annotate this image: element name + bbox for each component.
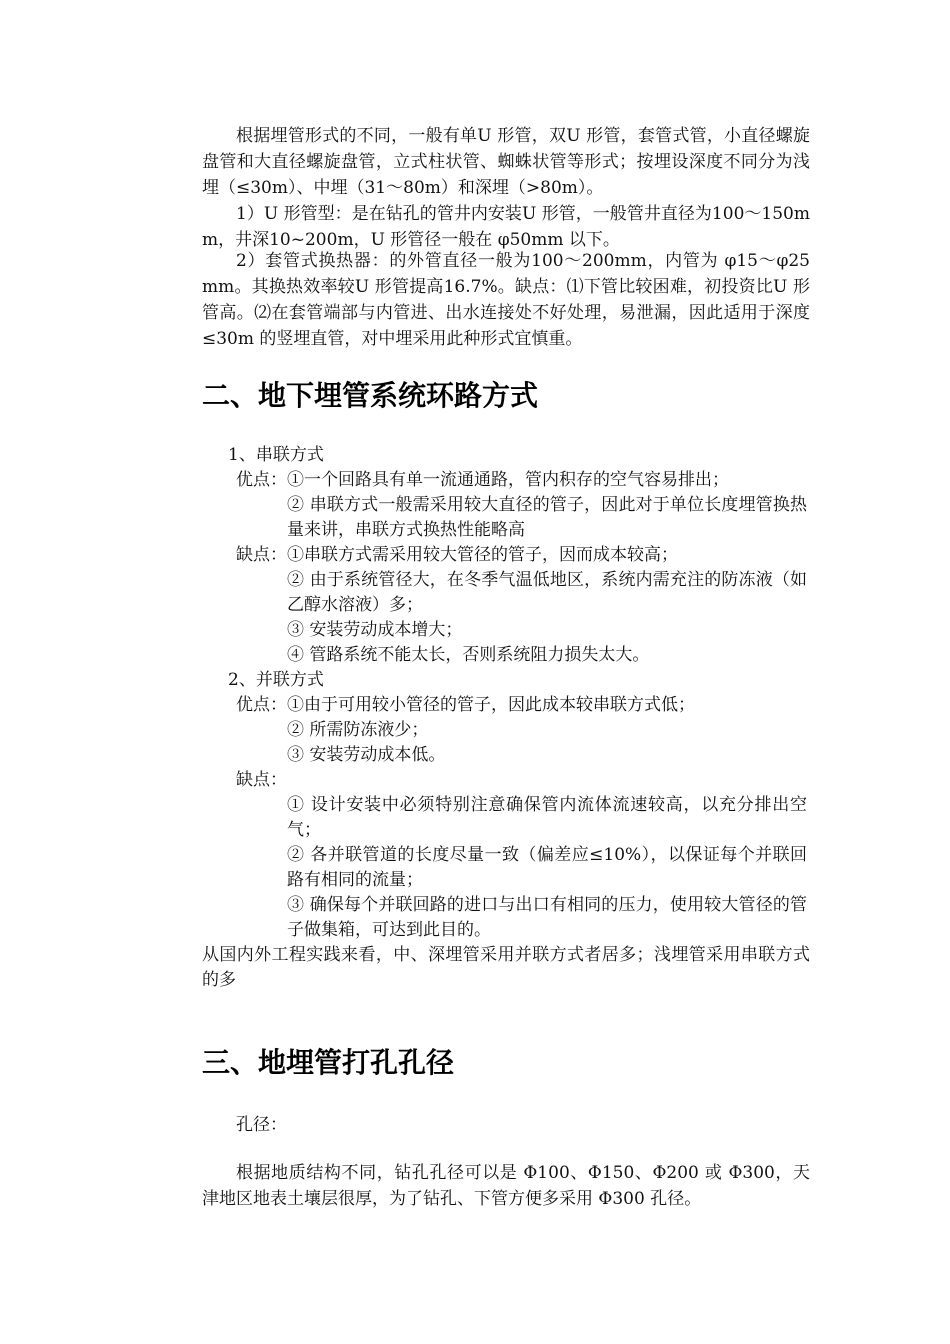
parallel-pro-item: ①由于可用较小管径的管子，因此成本较串联方式低； bbox=[287, 695, 695, 715]
series-pro-item: ② 串联方式一般需采用较大直径的管子，因此对于单位长度埋管换热量来讲，串联方式换热性能略高 bbox=[287, 495, 807, 540]
parallel-con-item: ② 各并联管道的长度尽量一致（偏差应≤10%），以保证每个并联回路有相同的流量； bbox=[287, 845, 807, 890]
parallel-con-item: ③ 确保每个并联回路的进口与出口有相同的压力，使用较大管径的管子做集箱，可达到此目的。 bbox=[287, 895, 807, 940]
series-pros-label: 优点： bbox=[236, 470, 287, 490]
series-cons-label: 缺点： bbox=[236, 545, 287, 565]
section-3-heading: 三、地埋管打孔孔径 bbox=[202, 1046, 455, 1079]
parallel-pro-item: ③ 安装劳动成本低。 bbox=[287, 745, 446, 765]
intro-paragraph-3: 2）套管式换热器：的外管直径一般为100～200mm，内管为 φ15～φ25 mm。其换热效率较U 形管提高16.7%。缺点：⑴下管比较困难，初投资比U 形管高。⑵在套管端部与内管进、出水连接处不好处理，易泄漏，因此适用于深度≤30m 的竖埋直管，对中埋采用此种形式宜慎重。 bbox=[202, 251, 810, 349]
bore-diameter-paragraph: 根据地质结构不同，钻孔孔径可以是 Φ100、Φ150、Φ200 或 Φ300，天津地区地表土壤层很厚，为了钻孔、下管方便多采用 Φ300 孔径。 bbox=[202, 1163, 810, 1209]
parallel-subheading: 2、并联方式 bbox=[228, 670, 324, 690]
bore-label: 孔径： bbox=[236, 1115, 287, 1135]
parallel-cons-label: 缺点： bbox=[236, 770, 287, 790]
series-pro-item: ①一个回路具有单一流通通路，管内积存的空气容易排出； bbox=[287, 470, 729, 490]
section-2-heading: 二、地下埋管系统环路方式 bbox=[202, 379, 539, 412]
series-con-item: ② 由于系统管径大，在冬季气温低地区，系统内需充注的防冻液（如乙醇水溶液）多； bbox=[287, 570, 807, 615]
series-con-item: ③ 安装劳动成本增大； bbox=[287, 620, 463, 640]
parallel-pro-item: ② 所需防冻液少； bbox=[287, 720, 429, 740]
intro-paragraph-1: 根据埋管形式的不同，一般有单U 形管，双U 形管，套管式管，小直径螺旋盘管和大直径螺旋盘管，立式柱状管、蜘蛛状管等形式；按埋设深度不同分为浅埋（≤30m）、中埋（31～80m）和深埋（>80m）。 bbox=[202, 126, 810, 198]
parallel-pros-label: 优点： bbox=[236, 695, 287, 715]
parallel-con-item: ① 设计安装中必须特别注意确保管内流体流速较高，以充分排出空气； bbox=[287, 795, 807, 840]
section-2-conclusion: 从国内外工程实践来看，中、深埋管采用并联方式者居多；浅埋管采用串联方式的多 bbox=[202, 945, 810, 990]
series-subheading: 1、串联方式 bbox=[228, 445, 324, 465]
series-con-item: ④ 管路系统不能太长，否则系统阻力损失太大。 bbox=[287, 645, 650, 665]
intro-paragraph-2: 1）U 形管型：是在钻孔的管井内安装U 形管，一般管井直径为100～150mm，井深10~200m，U 形管径一般在 φ50mm 以下。 bbox=[202, 204, 810, 250]
series-con-item: ①串联方式需采用较大管径的管子，因而成本较高； bbox=[287, 545, 678, 565]
